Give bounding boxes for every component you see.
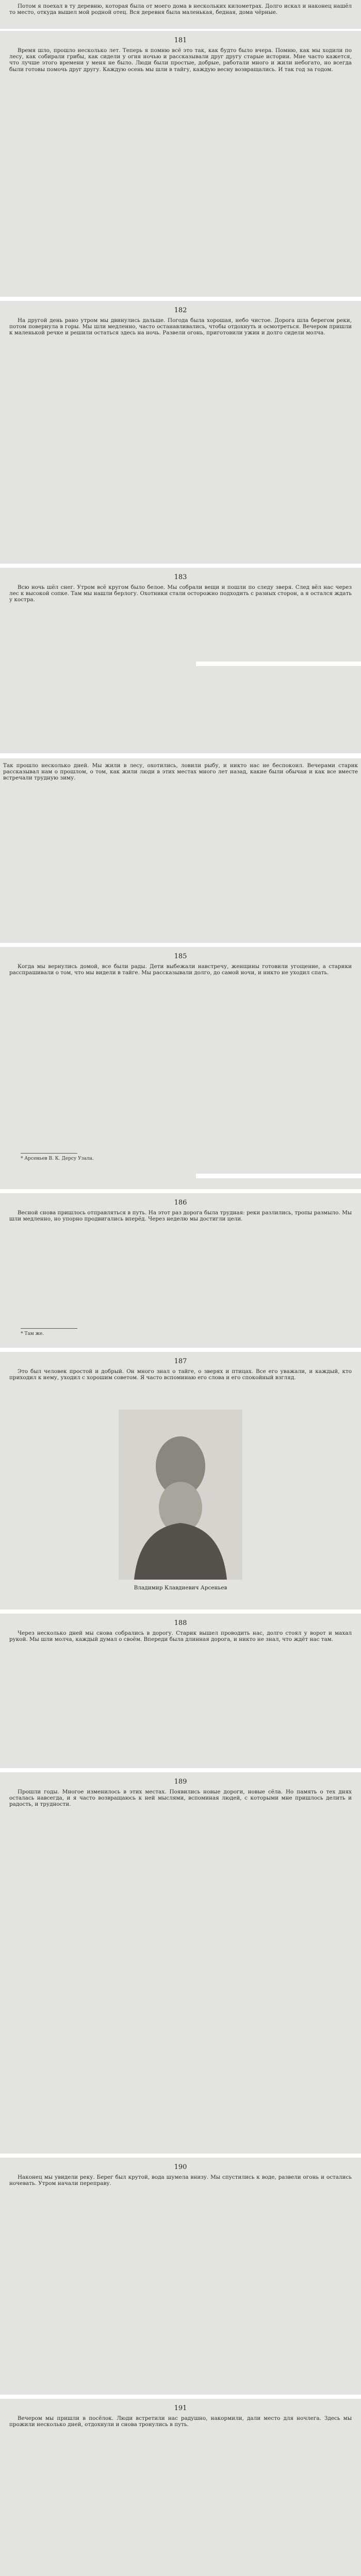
page-185 (0, 1193, 361, 1348)
page-number: 181 (174, 37, 187, 44)
page-number: 191 (174, 2404, 187, 2412)
page-188 (0, 1772, 361, 2154)
portrait-caption: Владимир Клавдиевич Арсеньев (134, 1585, 227, 1591)
page-text: Потом я поехал в ту деревню, которая была от моего дома в нескольких километрах. Долго искал и наконец нашёл то место, откуда вышел мой родной отец. Вся деревня была маленькая, бедная, дома чёрные. (9, 3, 352, 16)
page-text: Так прошло несколько дней. Мы жили в лесу, охотились, ловили рыбу, и никто нас не беспокоил. Вечерами старик рассказывал нам о прошлом, о том, как жили люди в этих местах много лет назад, какие были обычаи и как все вместе встречали трудную зиму. (3, 762, 358, 782)
page-number: 185 (174, 953, 187, 960)
page-184 (0, 947, 361, 1189)
page-number: 188 (174, 1619, 187, 1627)
page-text: Прошли годы. Многое изменилось в этих местах. Появились новые дороги, новые сёла. Но память о тех днях осталась навсегда, и я часто возвращаюсь к ней мыслями, вспоминая людей, с которыми мне пришлось делить и радость, и трудности. (9, 1789, 352, 1808)
page-183 (0, 568, 361, 753)
page-text: На другой день рано утром мы двинулись дальше. Погода была хорошая, небо чистое. Дорога шла берегом реки, потом повернула в горы. Мы шли медленно, часто останавливались, чтобы отдохнуть и осмотреться. Вечером пришли к маленькой речке и решили остаться здесь на ночь. Развели огонь, приготовили ужин и долго сидели молча. (9, 317, 352, 336)
footnote: * Арсеньев В. К. Дерсу Узала. (21, 1156, 94, 1161)
page-190 (0, 2399, 361, 2576)
page-text: Наконец мы увидели реку. Берег был крутой, вода шумела внизу. Мы спустились к воде, развели огонь и остались ночевать. Утром начали переправу. (9, 2174, 352, 2187)
page-number: 187 (174, 1358, 187, 1365)
footnote: * Там же. (21, 1331, 44, 1336)
page-number: 186 (174, 1199, 187, 1207)
page-text: Через несколько дней мы снова собрались в дорогу. Старик вышел проводить нас, долго стоял у ворот и махал рукой. Мы шли молча, каждый думал о своём. Впереди была длинная дорога, и никто не знал, что ждёт нас там. (9, 1630, 352, 1643)
page-text: Это был человек простой и добрый. Он много знал о тайге, о зверях и птицах. Все его уважали, и каждый, кто приходил к нему, уходил с хорошим советом. Я часто вспоминаю его слова и его спокойный взгляд. (9, 1368, 352, 1381)
portrait-photo (119, 1410, 242, 1580)
page-number: 189 (174, 1778, 187, 1786)
page-text: Вечером мы пришли в посёлок. Люди встретили нас радушно, накормили, дали место для ночлега. Здесь мы прожили несколько дней, отдохнули и снова тронулись в путь. (9, 2415, 352, 2428)
page-text: Весной снова пришлось отправляться в путь. На этот раз дорога была трудная: реки разлились, тропы размыло. Мы шли медленно, но упорно продвигались вперёд. Через неделю мы достигли цели. (9, 1210, 352, 1223)
page-182 (0, 301, 361, 564)
page-text: Время шло, прошло несколько лет. Теперь я помню всё это так, как будто было вчера. Помню, как мы ходили по лесу, как собирали грибы, как сидели у огня ночью и рассказывали друг другу старые истории. Мне часто кажется, что лучше этого времени у меня не было. Люди были простые, добрые, работали много и жили небогато, но всегда были готовы помочь друг другу. Каждую осень мы шли в тайгу, каждую весну возвращались. И так год за годом. (9, 47, 352, 73)
page-183-continued (0, 758, 361, 943)
page-scan-top (0, 0, 361, 29)
page-number: 183 (174, 573, 187, 581)
page-186 (0, 1352, 361, 1609)
page-187 (0, 1614, 361, 1768)
page-number: 190 (174, 2163, 187, 2171)
page-189 (0, 2158, 361, 2395)
page-181 (0, 31, 361, 297)
page-text: Всю ночь шёл снег. Утром всё кругом было белое. Мы собрали вещи и пошли по следу зверя. След вёл нас через лес к высокой сопке. Там мы нашли берлогу. Охотники стали осторожно подходить с разных сторон, а я остался ждать у костра. (9, 584, 352, 603)
page-text: Когда мы вернулись домой, все были рады. Дети выбежали навстречу, женщины готовили угощение, а старики расспрашивали о том, что мы видели в тайге. Мы рассказывали долго, до самой ночи, и никто не уходил спать. (9, 963, 352, 976)
page-number: 182 (174, 307, 187, 314)
